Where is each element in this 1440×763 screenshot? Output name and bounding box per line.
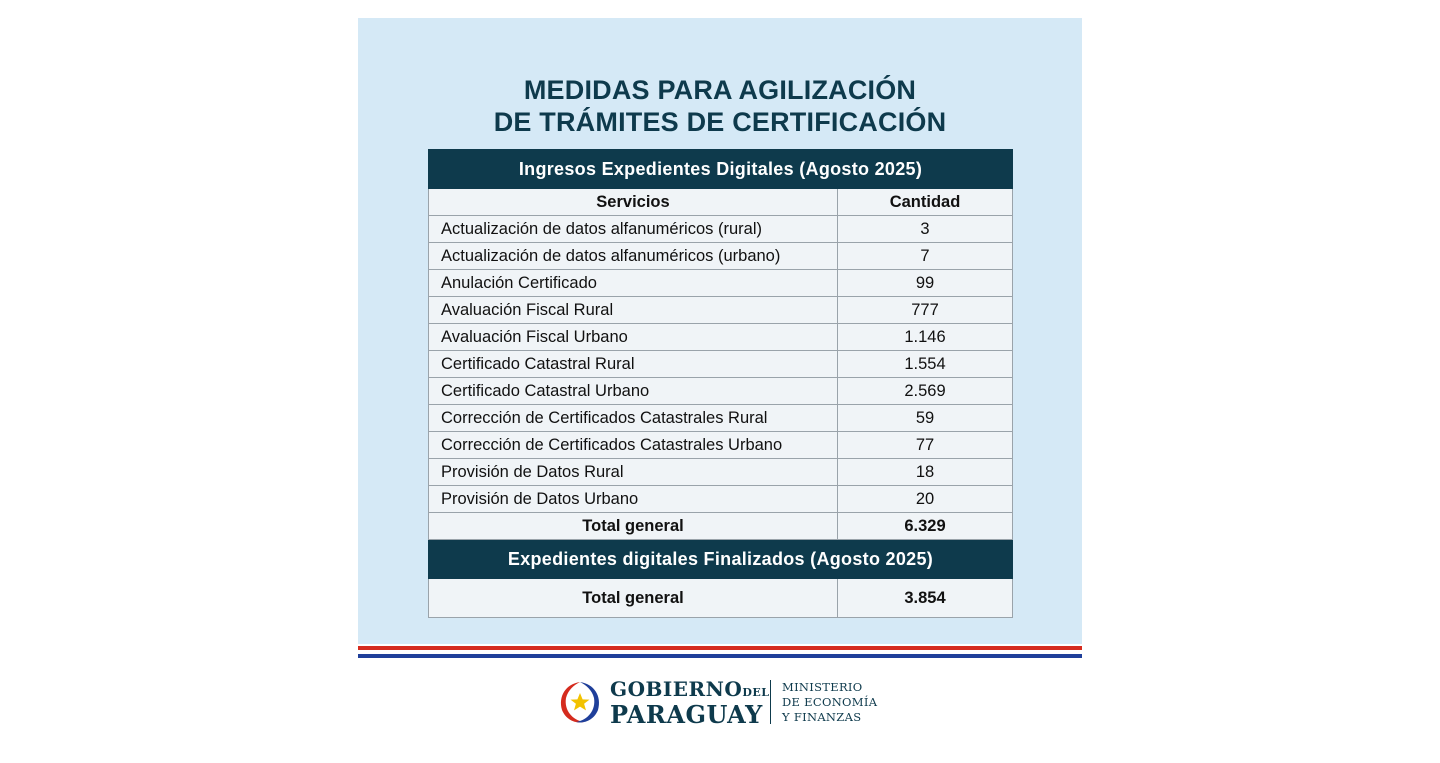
service-cell: Anulación Certificado	[429, 270, 838, 297]
ministry-wordmark	[782, 680, 877, 725]
ingresos-total-label: Total general	[429, 513, 838, 540]
table-row	[429, 270, 1013, 297]
service-cell: Corrección de Certificados Catastrales Rural	[429, 405, 838, 432]
gobierno-text: GOBIERNO	[610, 677, 743, 701]
quantity-cell: 1.146	[838, 324, 1013, 351]
column-header-row	[429, 189, 1013, 216]
footer-logo	[554, 676, 894, 728]
table-row	[429, 297, 1013, 324]
quantity-cell: 2.569	[838, 378, 1013, 405]
table-row	[429, 459, 1013, 486]
table-row	[429, 351, 1013, 378]
info-card	[358, 18, 1082, 644]
service-cell: Actualización de datos alfanuméricos (urbano)	[429, 243, 838, 270]
service-cell: Actualización de datos alfanuméricos (rural)	[429, 216, 838, 243]
paraguay-text: PARAGUAY	[610, 700, 763, 729]
service-cell: Provisión de Datos Urbano	[429, 486, 838, 513]
ministry-line-3: Y FINANZAS	[782, 710, 862, 724]
service-cell: Corrección de Certificados Catastrales Urbano	[429, 432, 838, 459]
table-row	[429, 216, 1013, 243]
title-line-2: DE TRÁMITES DE CERTIFICACIÓN	[493, 107, 947, 137]
quantity-cell: 3	[838, 216, 1013, 243]
data-table	[428, 149, 1013, 618]
quantity-cell: 1.554	[838, 351, 1013, 378]
ingresos-header-row	[429, 150, 1013, 189]
finalizados-total-label: Total general	[429, 579, 838, 618]
table-row	[429, 486, 1013, 513]
finalizados-total-row	[429, 579, 1013, 618]
quantity-cell: 77	[838, 432, 1013, 459]
quantity-cell: 777	[838, 297, 1013, 324]
service-cell: Avaluación Fiscal Urbano	[429, 324, 838, 351]
ingresos-header: Ingresos Expedientes Digitales (Agosto 2025)	[429, 150, 1013, 189]
del-text: DEL	[742, 686, 770, 699]
ministry-line-1: MINISTERIO	[782, 680, 863, 694]
quantity-cell: 99	[838, 270, 1013, 297]
title-line-1: MEDIDAS PARA AGILIZACIÓN	[523, 75, 917, 105]
service-cell: Provisión de Datos Rural	[429, 459, 838, 486]
table-row	[429, 324, 1013, 351]
service-cell: Certificado Catastral Rural	[429, 351, 838, 378]
quantity-cell: 7	[838, 243, 1013, 270]
col-header-services: Servicios	[429, 189, 838, 216]
table-row	[429, 243, 1013, 270]
gobierno-wordmark	[610, 677, 770, 729]
table-row	[429, 378, 1013, 405]
col-header-quantity: Cantidad	[838, 189, 1013, 216]
ministry-line-2: DE ECONOMÍA	[782, 695, 878, 709]
ingresos-total-row	[429, 513, 1013, 540]
finalizados-header: Expedientes digitales Finalizados (Agosto 2025)	[429, 540, 1013, 579]
blue-stripe	[358, 654, 1082, 658]
logo-divider	[770, 680, 771, 724]
quantity-cell: 18	[838, 459, 1013, 486]
quantity-cell: 59	[838, 405, 1013, 432]
finalizados-total-value: 3.854	[838, 579, 1013, 618]
ingresos-total-value: 6.329	[838, 513, 1013, 540]
service-cell: Avaluación Fiscal Rural	[429, 297, 838, 324]
table-row	[429, 405, 1013, 432]
table-row	[429, 432, 1013, 459]
finalizados-header-row	[429, 540, 1013, 579]
flag-stripes	[358, 646, 1082, 658]
service-cell: Certificado Catastral Urbano	[429, 378, 838, 405]
page-title	[358, 74, 1082, 138]
star-emblem-icon	[554, 676, 606, 726]
quantity-cell: 20	[838, 486, 1013, 513]
